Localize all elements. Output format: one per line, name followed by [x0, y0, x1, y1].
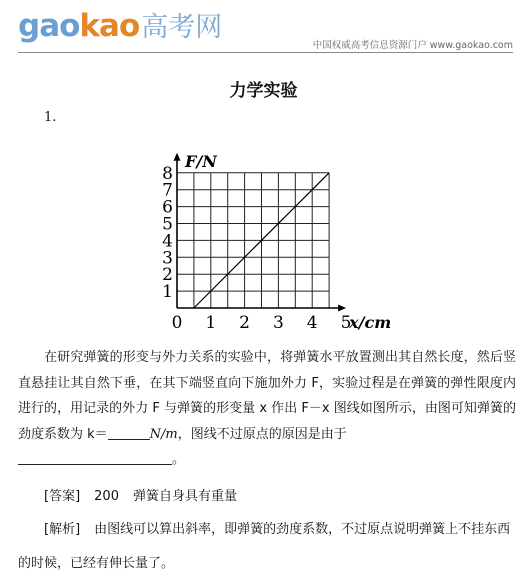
logo-part-cn: 高考网 [141, 12, 223, 43]
y-tick-label: 6 [162, 197, 173, 218]
y-tick-label: 1 [162, 282, 173, 303]
question-text-1: 在研究弹簧的形变与外力关系的实验中，将弹簧水平放置测出其自然长度，然后竖直悬挂让其自然下垂，在其下端竖直向下施加外力 F，实验过程是在弹簧的弹性限度内进行的，用记录的外力 F 与弹簧的形变量 x 作出 F－x 图线如图所示，由图可知弹簧的劲度系数为 k＝ [18, 350, 516, 442]
logo-part-kao: kao [79, 8, 140, 44]
answer-blank-reason[interactable] [18, 450, 172, 465]
x-tick-label: 4 [306, 313, 318, 332]
page-title: 力学实验 [229, 81, 298, 101]
analysis-block [18, 513, 516, 581]
question-text-2: ，图线不过原点的原因是由于 [177, 426, 347, 442]
question-number: 1. [44, 110, 57, 125]
analysis-text: 由图线可以算出斜率，即弹簧的劲度系数，不过原点说明弹簧上不挂东西的时候，已经有伸长量了。 [18, 522, 511, 571]
gaokao-logo[interactable] [18, 8, 222, 46]
y-axis-arrow [174, 153, 181, 161]
answer-label: [答案] [44, 489, 81, 504]
answer-line [44, 485, 237, 504]
page-header [0, 0, 527, 56]
answer-blank-k[interactable] [108, 425, 150, 440]
question-end: 。 [172, 452, 186, 467]
y-tick-label: 5 [162, 214, 173, 235]
portal-tagline: 中国权威高考信息资源门户 www.gaokao.com [312, 40, 513, 51]
x-axis-label: x/cm [349, 313, 392, 332]
y-tick-label: 4 [162, 231, 173, 252]
x-axis-arrow [338, 305, 346, 312]
x-tick-label: 5 [340, 313, 352, 332]
y-tick-label: 7 [162, 180, 173, 201]
question-paragraph [18, 345, 516, 473]
answer-value: 200 [94, 489, 119, 504]
y-tick-label: 3 [162, 248, 173, 269]
y-axis-label: F/N [185, 151, 217, 171]
analysis-label: [解析] [44, 522, 81, 537]
logo-part-gao: gao [18, 8, 80, 44]
y-tick-label: 2 [162, 265, 173, 286]
force-extension-chart [150, 142, 410, 332]
x-tick-label: 0 [171, 313, 183, 332]
x-tick-label: 3 [272, 313, 284, 332]
unit-label: N/m [149, 426, 178, 442]
x-tick-label: 1 [205, 313, 217, 332]
y-tick-label: 8 [162, 163, 173, 184]
header-divider [18, 52, 513, 53]
answer-reason: 弹簧自身具有重量 [132, 489, 237, 504]
x-tick-label: 2 [239, 313, 251, 332]
